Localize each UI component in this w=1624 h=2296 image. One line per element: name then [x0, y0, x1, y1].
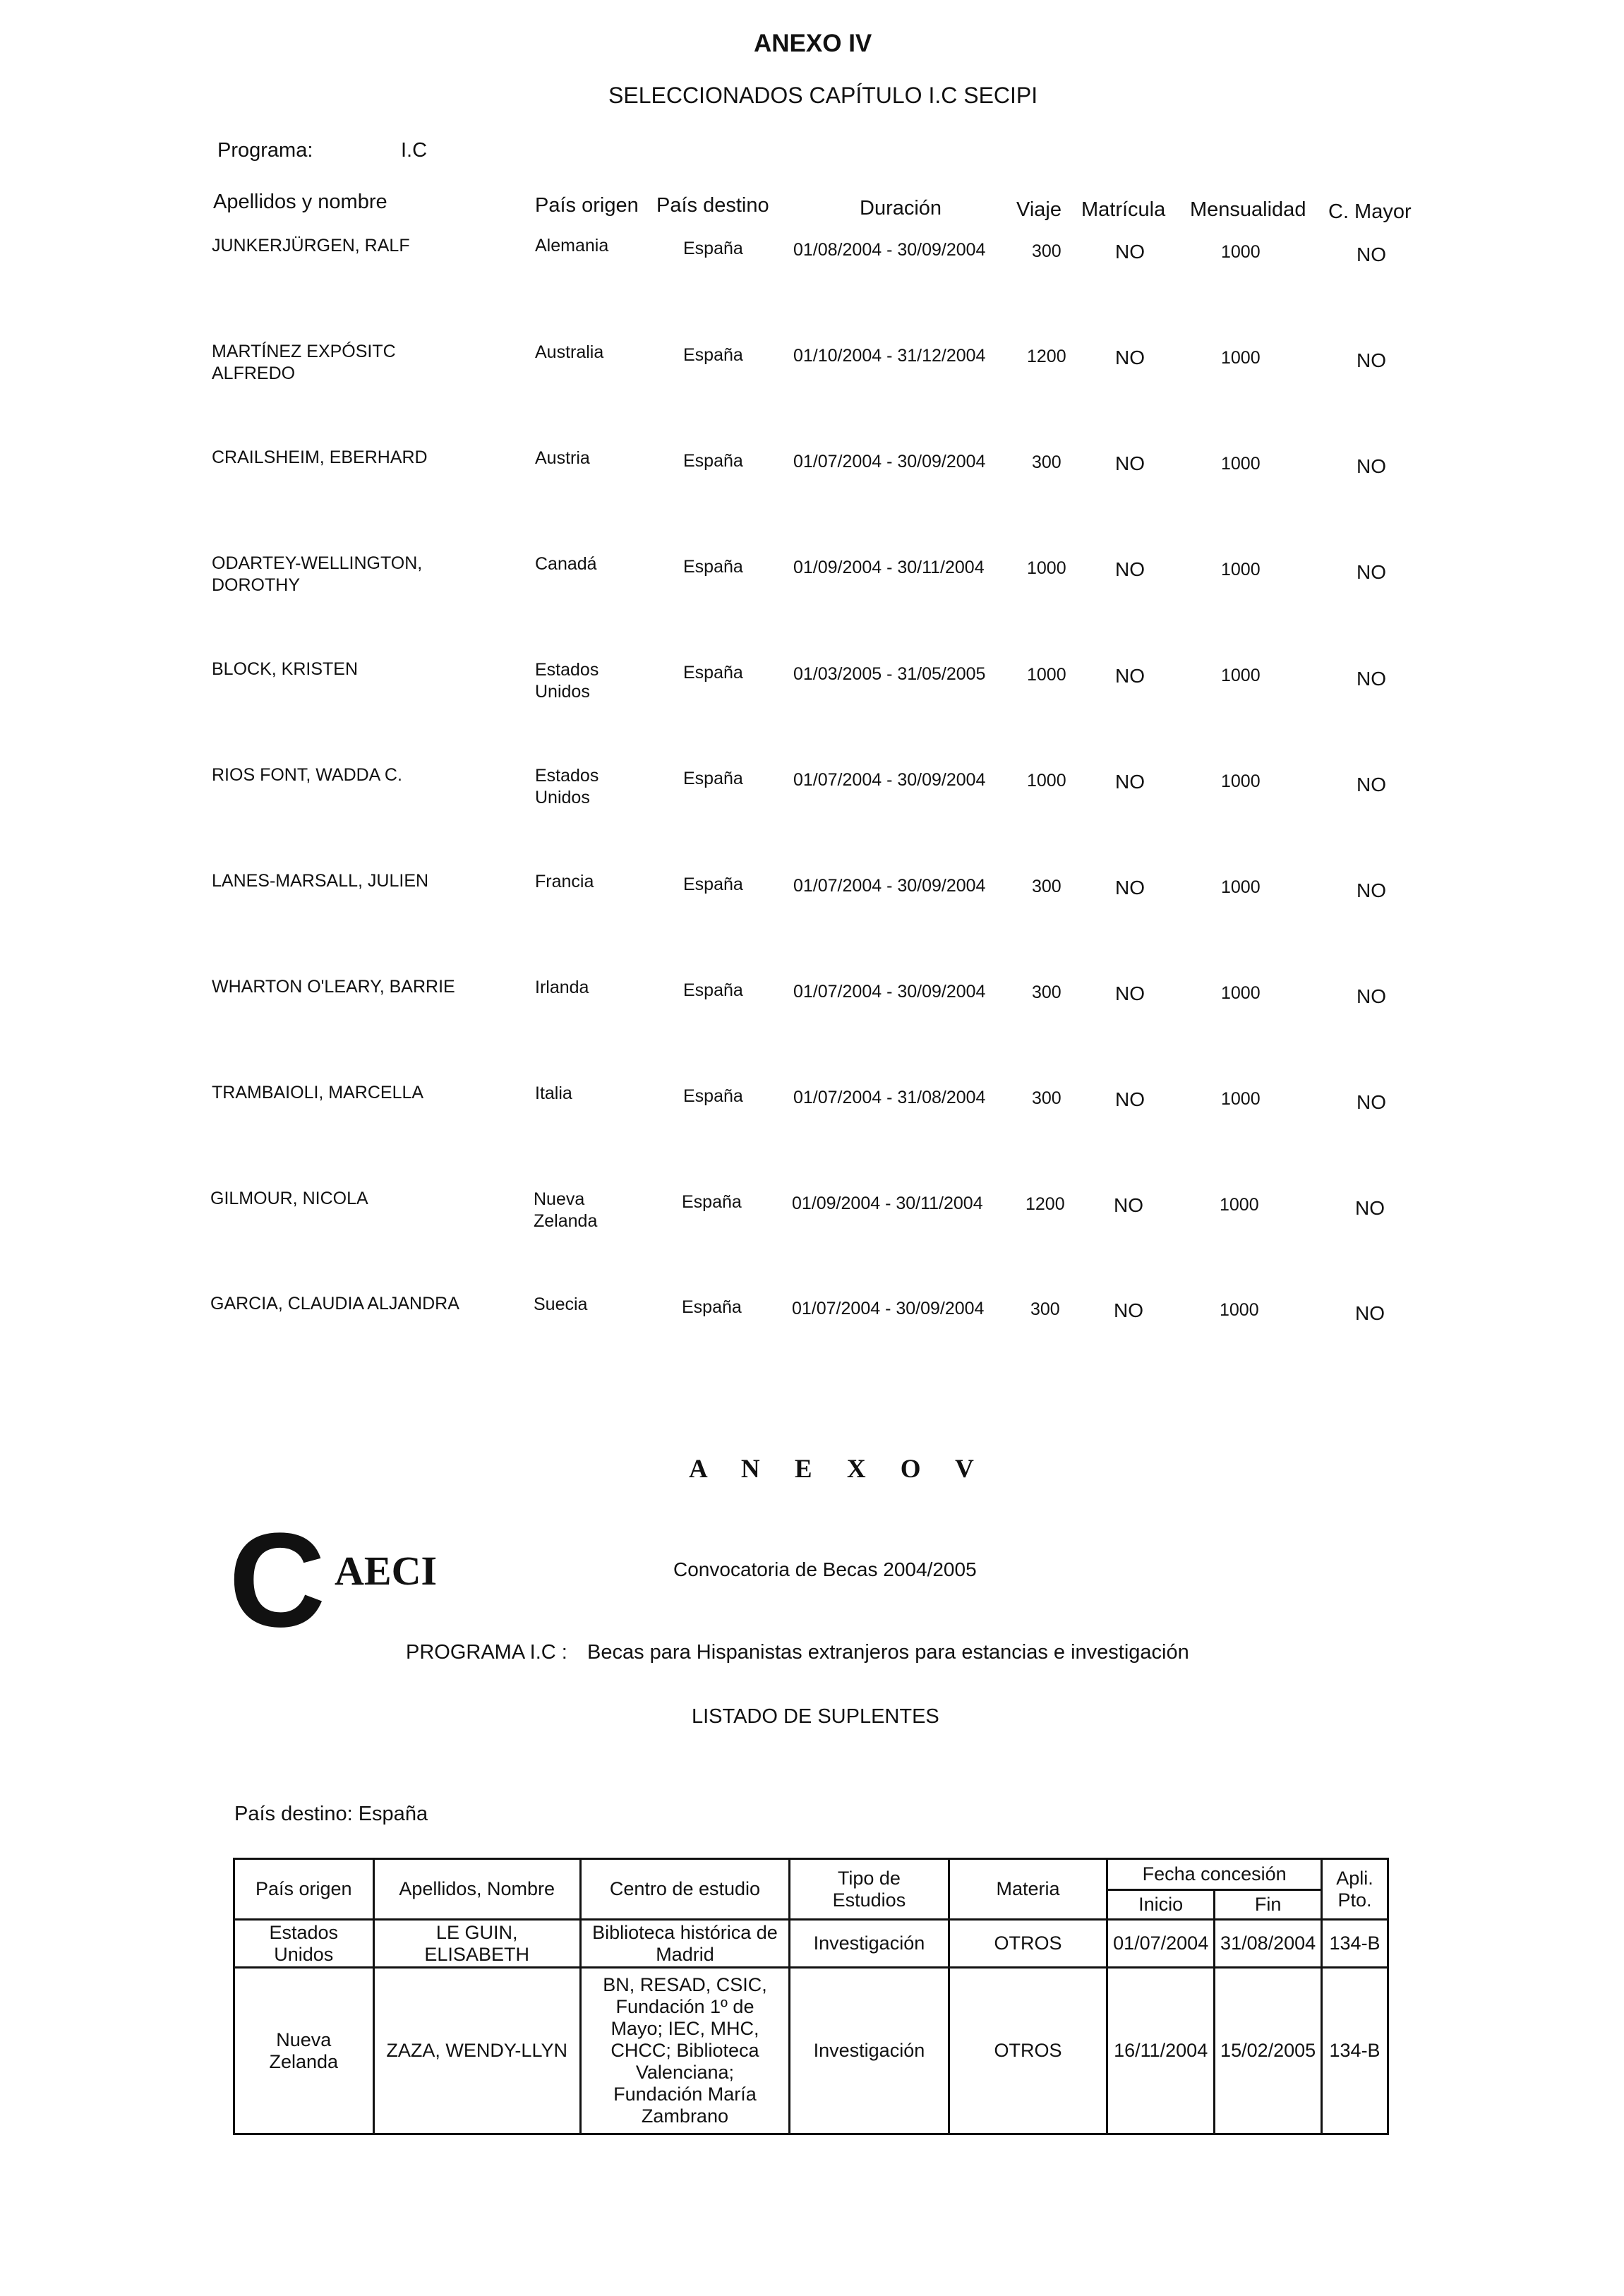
row-matricula: NO: [1115, 877, 1145, 898]
row-cmayor: NO: [1357, 1091, 1386, 1113]
row-origen: Australia: [535, 342, 604, 362]
aeci-logo-text: AECI: [335, 1548, 438, 1594]
row-viaje: 300: [1032, 452, 1061, 472]
listado-suplentes: LISTADO DE SUPLENTES: [692, 1705, 939, 1728]
header-cmayor: C. Mayor: [1328, 200, 1412, 223]
row-destino: España: [682, 1297, 742, 1317]
row-mensualidad: 1000: [1221, 454, 1261, 474]
header-destino: País destino: [656, 194, 769, 217]
row-cmayor: NO: [1357, 668, 1386, 690]
row-origen: Nueva Zelanda: [534, 1189, 598, 1231]
th-tipo: Tipo de Estudios: [790, 1859, 949, 1920]
row-duracion: 01/07/2004 - 31/08/2004: [793, 1088, 986, 1107]
row-duracion: 01/10/2004 - 31/12/2004: [793, 346, 986, 366]
row-viaje: 300: [1030, 1299, 1060, 1319]
row-viaje: 1200: [1025, 1194, 1065, 1214]
row-mensualidad: 1000: [1221, 348, 1261, 368]
row-mensualidad: 1000: [1221, 242, 1261, 262]
row-destino: España: [683, 769, 743, 788]
row-matricula: NO: [1115, 347, 1145, 368]
row-matricula: NO: [1115, 771, 1145, 793]
row-duracion: 01/09/2004 - 30/11/2004: [792, 1194, 983, 1213]
cell-pais: Nueva Zelanda: [234, 1968, 374, 2134]
row-nombre: LANES-MARSALL, JULIEN: [212, 871, 429, 891]
row-destino: España: [682, 1192, 742, 1212]
programa-label: Programa:: [217, 139, 313, 162]
cell-materia: OTROS: [949, 1920, 1107, 1968]
row-destino: España: [683, 980, 743, 1000]
table-row: [234, 1920, 1388, 1968]
row-nombre: BLOCK, KRISTEN: [212, 659, 358, 679]
row-cmayor: NO: [1357, 561, 1386, 583]
row-destino: España: [683, 663, 743, 683]
row-matricula: NO: [1114, 1194, 1143, 1216]
row-nombre: JUNKERJÜRGEN, RALF: [212, 236, 410, 256]
row-nombre: TRAMBAIOLI, MARCELLA: [212, 1083, 424, 1102]
row-viaje: 300: [1032, 877, 1061, 896]
th-apli: Apli. Pto.: [1322, 1859, 1388, 1920]
header-duracion: Duración: [860, 197, 942, 220]
row-destino: España: [683, 239, 743, 258]
suplentes-table: [233, 1858, 1389, 2135]
row-cmayor: NO: [1357, 879, 1386, 901]
row-matricula: NO: [1115, 241, 1145, 263]
cell-tipo: Investigación: [790, 1920, 949, 1968]
row-cmayor: NO: [1357, 774, 1386, 795]
row-nombre: GARCIA, CLAUDIA ALJANDRA: [210, 1294, 459, 1314]
row-origen: Alemania: [535, 236, 609, 256]
row-viaje: 300: [1032, 982, 1061, 1002]
cell-pais: Estados Unidos: [234, 1920, 374, 1968]
row-duracion: 01/07/2004 - 30/09/2004: [793, 876, 986, 896]
row-mensualidad: 1000: [1220, 1195, 1259, 1215]
row-duracion: 01/07/2004 - 30/09/2004: [793, 452, 986, 471]
row-viaje: 1000: [1027, 558, 1066, 578]
aeci-logo-mark: C: [229, 1505, 326, 1655]
row-viaje: 300: [1032, 1088, 1061, 1108]
anexo-v-title: A N E X O V: [689, 1455, 988, 1484]
row-mensualidad: 1000: [1221, 1089, 1261, 1109]
row-matricula: NO: [1115, 558, 1145, 580]
row-matricula: NO: [1114, 1299, 1143, 1321]
row-mensualidad: 1000: [1221, 560, 1261, 579]
pais-destino: País destino: España: [234, 1803, 428, 1825]
cell-materia: OTROS: [949, 1968, 1107, 2134]
row-mensualidad: 1000: [1221, 877, 1261, 897]
row-duracion: 01/07/2004 - 30/09/2004: [793, 770, 986, 790]
row-origen: Italia: [535, 1083, 572, 1103]
row-cmayor: NO: [1355, 1302, 1385, 1324]
cell-fin: 15/02/2005: [1215, 1968, 1322, 2134]
programa-value: I.C: [401, 139, 428, 162]
row-mensualidad: 1000: [1220, 1300, 1259, 1320]
row-cmayor: NO: [1357, 349, 1386, 371]
header-nombre: Apellidos y nombre: [213, 191, 387, 213]
anexo-iv-title: ANEXO IV: [754, 30, 872, 57]
row-destino: España: [683, 451, 743, 471]
row-cmayor: NO: [1357, 455, 1386, 477]
programa-ic-desc: Becas para Hispanistas extranjeros para estancias e investigación: [587, 1641, 1189, 1664]
row-matricula: NO: [1115, 1088, 1145, 1110]
header-matricula: Matrícula: [1081, 198, 1166, 221]
row-viaje: 1000: [1027, 771, 1066, 791]
th-materia: Materia: [949, 1859, 1107, 1920]
row-mensualidad: 1000: [1221, 983, 1261, 1003]
table-header-row: [234, 1859, 1388, 1890]
header-mensualidad: Mensualidad: [1190, 198, 1306, 221]
row-destino: España: [683, 874, 743, 894]
row-origen: Canadá: [535, 554, 597, 574]
row-origen: Estados Unidos: [535, 660, 599, 702]
cell-tipo: Investigación: [790, 1968, 949, 2134]
cell-apli: 134-B: [1322, 1920, 1388, 1968]
cell-centro: BN, RESAD, CSIC, Fundación 1º de Mayo; IEC, MHC, CHCC; Biblioteca Valenciana; Fundación María Zambrano: [580, 1968, 789, 2134]
row-duracion: 01/07/2004 - 30/09/2004: [793, 982, 986, 1002]
convocatoria: Convocatoria de Becas 2004/2005: [673, 1558, 977, 1580]
cell-fin: 31/08/2004: [1215, 1920, 1322, 1968]
row-matricula: NO: [1115, 452, 1145, 474]
row-nombre: WHARTON O'LEARY, BARRIE: [212, 977, 455, 997]
th-nombre: Apellidos, Nombre: [373, 1859, 580, 1920]
row-duracion: 01/03/2005 - 31/05/2005: [793, 664, 986, 684]
table-row: [234, 1968, 1388, 2134]
row-nombre: ODARTEY-WELLINGTON, DOROTHY: [212, 553, 423, 595]
row-mensualidad: 1000: [1221, 666, 1261, 685]
cell-nombre: ZAZA, WENDY-LLYN: [373, 1968, 580, 2134]
th-centro: Centro de estudio: [580, 1859, 789, 1920]
row-destino: España: [683, 345, 743, 365]
header-viaje: Viaje: [1016, 198, 1061, 221]
row-viaje: 1200: [1027, 347, 1066, 366]
row-nombre: CRAILSHEIM, EBERHARD: [212, 447, 428, 467]
row-matricula: NO: [1115, 665, 1145, 687]
th-fecha: Fecha concesión: [1107, 1859, 1322, 1890]
cell-nombre: LE GUIN, ELISABETH: [373, 1920, 580, 1968]
row-origen: Irlanda: [535, 978, 589, 997]
row-nombre: GILMOUR, NICOLA: [210, 1189, 368, 1208]
header-origen: País origen: [535, 194, 639, 217]
row-cmayor: NO: [1357, 985, 1386, 1007]
row-destino: España: [683, 1086, 743, 1106]
anexo-iv-subtitle: SELECCIONADOS CAPÍTULO I.C SECIPI: [608, 83, 1038, 108]
row-origen: Austria: [535, 448, 590, 468]
row-matricula: NO: [1115, 982, 1145, 1004]
row-origen: Estados Unidos: [535, 766, 599, 807]
cell-centro: Biblioteca histórica de Madrid: [580, 1920, 789, 1968]
row-viaje: 1000: [1027, 665, 1066, 685]
cell-apli: 134-B: [1322, 1968, 1388, 2134]
row-duracion: 01/09/2004 - 30/11/2004: [793, 558, 985, 577]
row-duracion: 01/07/2004 - 30/09/2004: [792, 1299, 985, 1318]
row-cmayor: NO: [1357, 244, 1386, 265]
programa-ic-label: PROGRAMA I.C :: [406, 1641, 567, 1664]
th-inicio: Inicio: [1107, 1890, 1215, 1920]
row-nombre: MARTÍNEZ EXPÓSITC ALFREDO: [212, 342, 396, 383]
row-nombre: RIOS FONT, WADDA C.: [212, 765, 402, 785]
row-origen: Suecia: [534, 1294, 588, 1314]
row-destino: España: [683, 557, 743, 577]
row-cmayor: NO: [1355, 1197, 1385, 1219]
th-fin: Fin: [1215, 1890, 1322, 1920]
row-origen: Francia: [535, 872, 594, 891]
cell-inicio: 16/11/2004: [1107, 1968, 1215, 2134]
th-pais: País origen: [234, 1859, 374, 1920]
row-mensualidad: 1000: [1221, 771, 1261, 791]
row-duracion: 01/08/2004 - 30/09/2004: [793, 240, 986, 260]
row-viaje: 300: [1032, 241, 1061, 261]
cell-inicio: 01/07/2004: [1107, 1920, 1215, 1968]
